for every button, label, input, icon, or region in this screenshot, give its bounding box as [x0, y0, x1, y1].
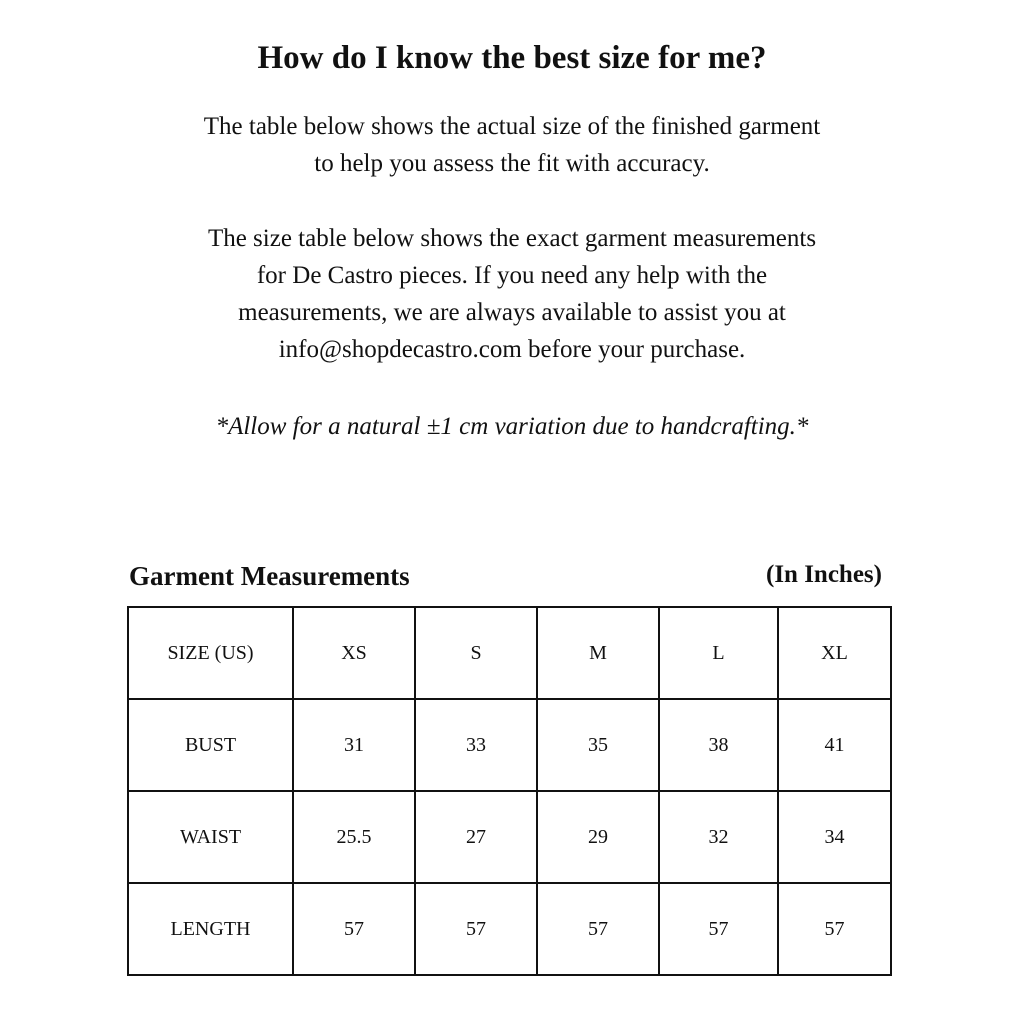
help-line: info@shopdecastro.com before your purchase. — [278, 336, 746, 363]
help-paragraph — [0, 220, 1024, 368]
table-cell: 41 — [778, 699, 891, 791]
header-cell: XL — [778, 607, 891, 699]
table-header-row — [128, 607, 891, 699]
table-row — [128, 699, 891, 791]
table-cell: 57 — [415, 883, 537, 975]
variation-note: *Allow for a natural ±1 cm variation due to handcrafting.* — [215, 413, 809, 440]
row-label-cell: BUST — [128, 699, 293, 791]
table-row — [128, 791, 891, 883]
help-line: measurements, we are always available to assist you at — [238, 299, 786, 326]
header-cell: L — [659, 607, 778, 699]
intro-paragraph — [0, 108, 1024, 182]
header-cell: SIZE (US) — [128, 607, 293, 699]
help-line: The size table below shows the exact garment measurements — [207, 225, 817, 252]
table-cell: 38 — [659, 699, 778, 791]
header-cell: M — [537, 607, 659, 699]
table-cell: 57 — [659, 883, 778, 975]
table-cell: 32 — [659, 791, 778, 883]
table-cell: 31 — [293, 699, 415, 791]
table-cell: 57 — [778, 883, 891, 975]
table-cell: 25.5 — [293, 791, 415, 883]
help-line: for De Castro pieces. If you need any help with the — [256, 262, 768, 289]
unit-label: (In Inches) — [766, 561, 882, 588]
page-heading: How do I know the best size for me? — [257, 40, 767, 76]
header-cell: S — [415, 607, 537, 699]
table-cell: 34 — [778, 791, 891, 883]
table-row — [128, 883, 891, 975]
intro-line: The table below shows the actual size of the finished garment — [203, 113, 821, 140]
intro-line: to help you assess the fit with accuracy. — [314, 150, 710, 177]
table-cell: 27 — [415, 791, 537, 883]
table-title: Garment Measurements — [129, 561, 410, 591]
header-cell: XS — [293, 607, 415, 699]
row-label-cell: WAIST — [128, 791, 293, 883]
table-cell: 57 — [537, 883, 659, 975]
table-cell: 29 — [537, 791, 659, 883]
table-cell: 57 — [293, 883, 415, 975]
size-table — [127, 606, 892, 976]
table-cell: 35 — [537, 699, 659, 791]
table-cell: 33 — [415, 699, 537, 791]
row-label-cell: LENGTH — [128, 883, 293, 975]
